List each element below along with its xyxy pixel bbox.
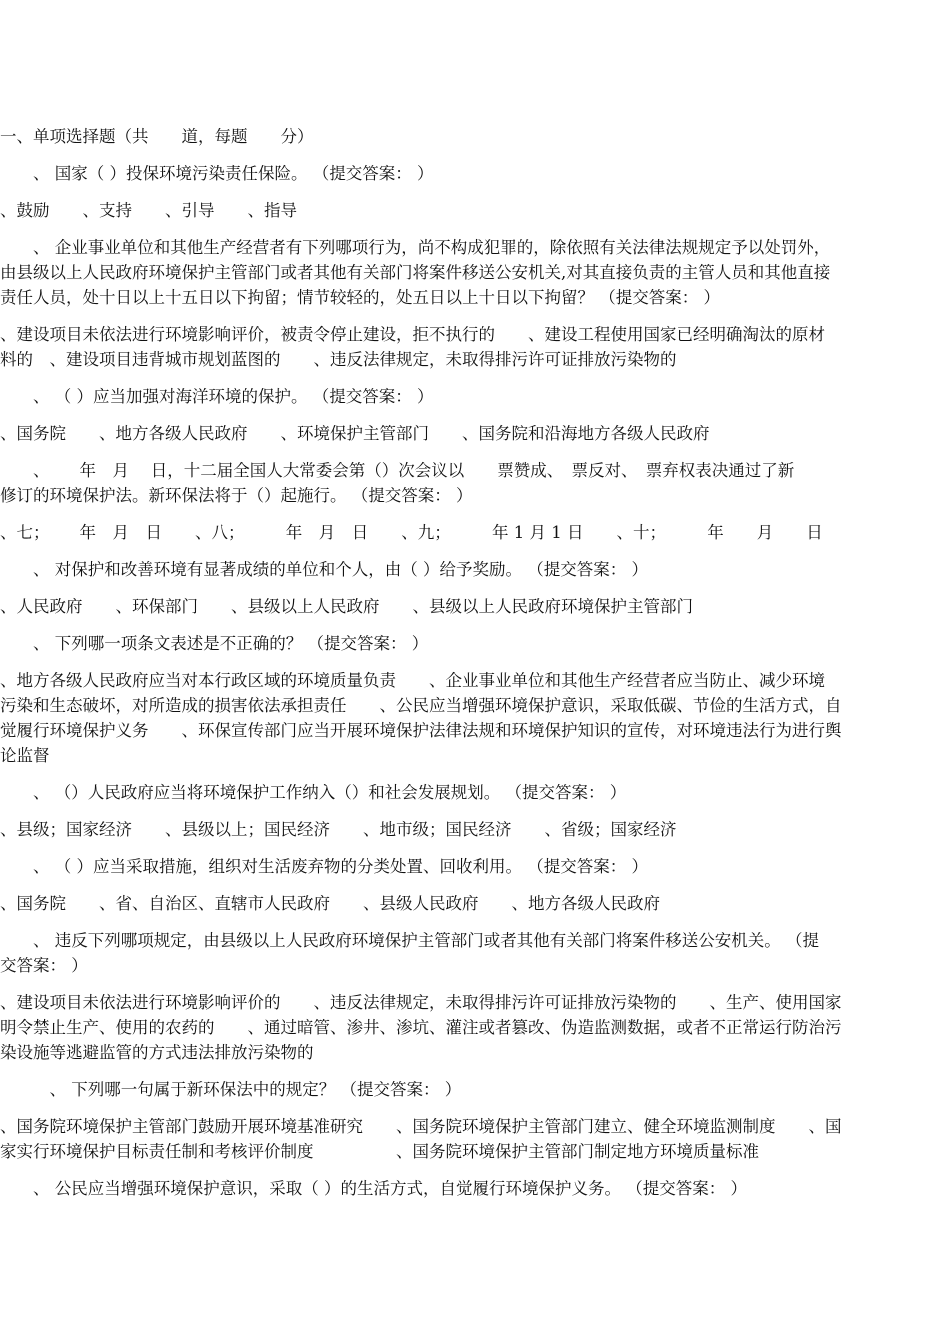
question-6-options-line-2: 污染和生态破坏，对所造成的损害依法承担责任 、公民应当增强环境保护意识，采取低碳、节俭的生活方式，自: [0, 696, 842, 715]
question-2-options-line-2: 料的 、建设项目违背城市规划蓝图的 、违反法律规定，未取得排污许可证排放污染物的: [0, 350, 677, 369]
question-6-options-line-4: 论监督: [0, 746, 50, 765]
question-6-options-line-3: 觉履行环境保护义务 、环保宣传部门应当开展环境保护法律法规和环境保护知识的宣传，对环境违法行为进行舆: [0, 721, 842, 740]
question-7-options: 、县级；国家经济 、县级以上；国民经济 、地市级；国民经济 、省级；国家经济: [0, 820, 677, 839]
question-4-stem-line-2: 修订的环境保护法。新环保法将于（）起施行。 （提交答案： ）: [0, 486, 473, 505]
question-6-stem: 、 下列哪一项条文表述是不正确的？ （提交答案： ）: [0, 634, 429, 653]
question-10-stem: 、 下列哪一句属于新环保法中的规定？ （提交答案： ）: [0, 1080, 462, 1099]
question-3-options: 、国务院 、地方各级人民政府 、环境保护主管部门 、国务院和沿海地方各级人民政府: [0, 424, 710, 443]
question-6-options-line-1: 、地方各级人民政府应当对本行政区域的环境质量负责 、企业事业单位和其他生产经营者应当防止、减少环境: [0, 671, 825, 690]
question-1-stem: 、 国家（ ）投保环境污染责任保险。 （提交答案： ）: [0, 164, 434, 183]
question-11-stem: 、 公民应当增强环境保护意识，采取（ ）的生活方式，自觉履行环境保护义务。 （提交答案： ）: [0, 1179, 747, 1198]
question-4-stem-line-1: 、 年 月 日，十二届全国人大常委会第（）次会议以 票赞成、 票反对、 票弃权表决通过了新: [0, 461, 795, 480]
question-5-stem: 、 对保护和改善环境有显著成绩的单位和个人，由（ ）给予奖励。 （提交答案： ）: [0, 560, 648, 579]
question-5-options: 、人民政府 、环保部门 、县级以上人民政府 、县级以上人民政府环境保护主管部门: [0, 597, 693, 616]
question-9-options-line-3: 染设施等逃避监管的方式违法排放污染物的: [0, 1043, 314, 1062]
question-2-stem-line-2: 由县级以上人民政府环境保护主管部门或者其他有关部门将案件移送公安机关,对其直接负责的主管人员和其他直接: [0, 263, 831, 282]
question-9-stem-line-1: 、 违反下列哪项规定，由县级以上人民政府环境保护主管部门或者其他有关部门将案件移送公安机关。 （提: [0, 931, 819, 950]
question-9-options-line-1: 、建设项目未依法进行环境影响评价的 、违反法律规定，未取得排污许可证排放污染物的 、生产、使用国家: [0, 993, 842, 1012]
question-1-options: 、鼓励 、支持 、引导 、指导: [0, 201, 297, 220]
question-8-options: 、国务院 、省、自治区、直辖市人民政府 、县级人民政府 、地方各级人民政府: [0, 894, 660, 913]
question-2-stem-line-3: 责任人员，处十日以上十五日以下拘留；情节较轻的，处五日以上十日以下拘留？ （提交答案： ）: [0, 288, 720, 307]
question-4-options: 、七； 年 月 日 、八； 年 月 日 、九； 年 1 月 1 日 、十； 年 月 日: [0, 523, 823, 542]
question-2-options-line-1: 、建设项目未依法进行环境影响评价，被责令停止建设，拒不执行的 、建设工程使用国家已经明确淘汰的原材: [0, 325, 825, 344]
question-9-options-line-2: 明令禁止生产、使用的农药的 、通过暗管、渗井、渗坑、灌注或者篡改、伪造监测数据，或者不正常运行防治污: [0, 1018, 842, 1037]
question-7-stem: 、 （）人民政府应当将环境保护工作纳入（）和社会发展规划。 （提交答案： ）: [0, 783, 627, 802]
question-10-options-line-2: 家实行环境保护目标责任制和考核评价制度 、国务院环境保护主管部门制定地方环境质量标准: [0, 1142, 759, 1161]
question-10-options-line-1: 、国务院环境保护主管部门鼓励开展环境基准研究 、国务院环境保护主管部门建立、健全环境监测制度 、国: [0, 1117, 842, 1136]
question-2-stem-line-1: 、 企业事业单位和其他生产经营者有下列哪项行为，尚不构成犯罪的，除依照有关法律法规规定予以处罚外，: [0, 238, 831, 257]
question-3-stem: 、 （ ）应当加强对海洋环境的保护。 （提交答案： ）: [0, 387, 434, 406]
question-9-stem-line-2: 交答案： ）: [0, 956, 88, 975]
question-8-stem: 、 （ ）应当采取措施，组织对生活废弃物的分类处置、回收利用。 （提交答案： ）: [0, 857, 648, 876]
section-heading: 一、单项选择题（共 道，每题 分）: [0, 127, 314, 146]
